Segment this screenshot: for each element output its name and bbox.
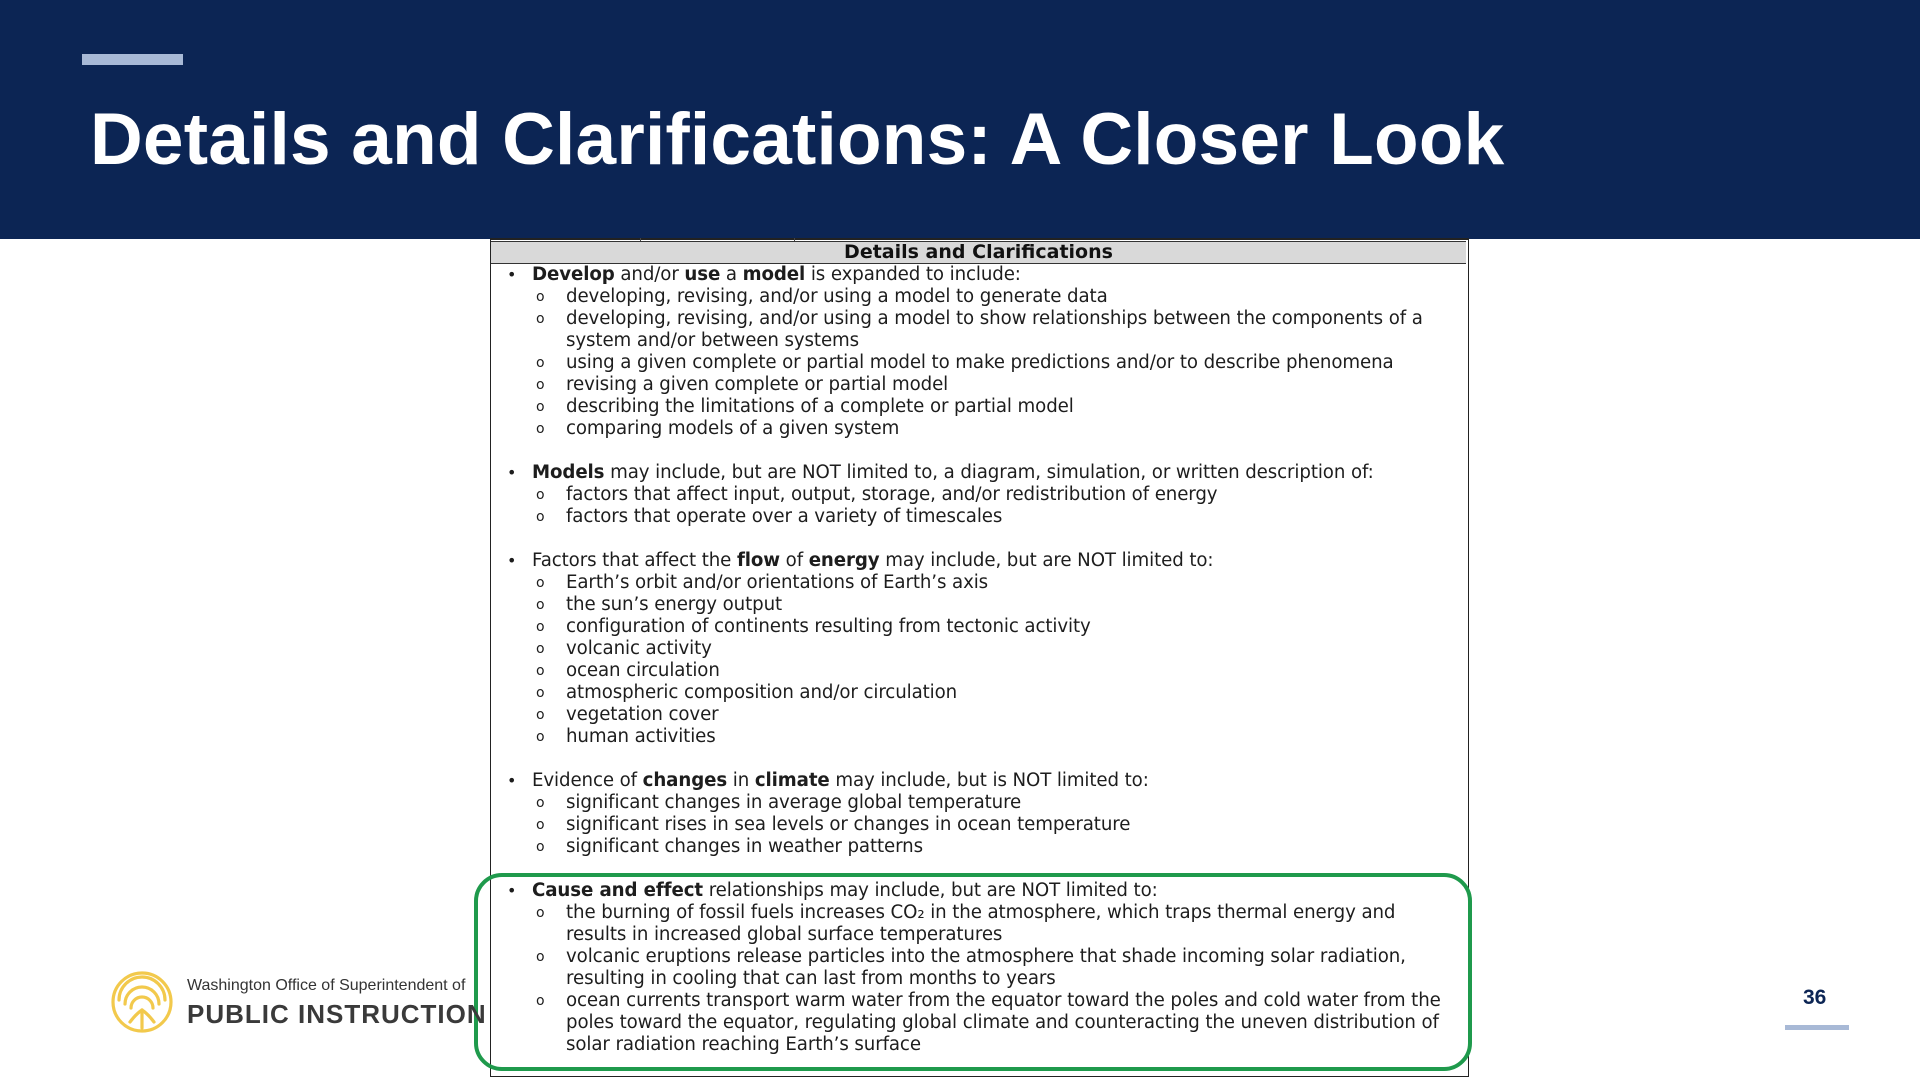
list-item-line: atmospheric composition and/or circulation [566,682,958,703]
sub-bullet-icon: o [536,905,545,921]
bullet-icon: • [507,265,517,284]
sub-bullet-icon: o [536,729,545,745]
section-lead [532,264,1021,286]
sub-bullet-icon: o [536,487,545,503]
bullet-icon: • [507,881,517,900]
sub-bullet-icon: o [536,707,545,723]
sub-bullet-icon: o [536,289,545,305]
sub-bullet-icon: o [536,311,545,327]
list-item-line: volcanic activity [566,638,712,659]
lead-text: model [742,264,806,285]
list-item-line: significant changes in average global temperature [566,792,1022,813]
bullet-icon: • [507,463,517,482]
lead-text: and/or [614,264,685,285]
logo-org-line: Washington Office of Superintendent of [187,977,466,994]
page-number-underline [1785,1025,1849,1030]
list-item-line: solar radiation reaching Earth’s surface [566,1034,921,1055]
lead-text: may include, but are NOT limited to, a diagram, simulation, or written description of: [604,462,1374,483]
lead-text: flow [736,550,780,571]
list-item-line: configuration of continents resulting from tectonic activity [566,616,1091,637]
list-item-line: significant rises in sea levels or changes in ocean temperature [566,814,1131,835]
highlight-box [474,873,1472,1071]
list-item-line: comparing models of a given system [566,418,900,439]
list-item-line: resulting in cooling that can last from months to years [566,968,1056,989]
lead-text: may include, but are NOT limited to: [879,550,1214,571]
sub-bullet-icon: o [536,377,545,393]
ospi-logo-icon [110,970,174,1034]
lead-text: may include, but is NOT limited to: [829,770,1149,791]
list-item-line: describing the limitations of a complete or partial model [566,396,1074,417]
lead-text: changes [642,770,728,791]
list-item-line: human activities [566,726,716,747]
bullet-icon: • [507,551,517,570]
list-item-line: developing, revising, and/or using a model to generate data [566,286,1108,307]
list-item-line: ocean currents transport warm water from the equator toward the poles and cold water from the [566,990,1441,1011]
slide-header [0,0,1920,239]
list-item-line: volcanic eruptions release particles into the atmosphere that shade incoming solar radiation, [566,946,1406,967]
list-item-line: results in increased global surface temperatures [566,924,1003,945]
document-top-border [491,238,1468,240]
section-lead [532,770,1149,792]
lead-text: of [779,550,809,571]
list-item-line: system and/or between systems [566,330,860,351]
list-item-line: vegetation cover [566,704,719,725]
lead-text: Models [532,462,605,483]
section-lead [532,462,1374,484]
sub-bullet-icon: o [536,575,545,591]
list-item-line: Earth’s orbit and/or orientations of Earth’s axis [566,572,989,593]
list-item-line: ocean circulation [566,660,720,681]
sub-bullet-icon: o [536,509,545,525]
sub-bullet-icon: o [536,949,545,965]
accent-bar [82,54,183,65]
list-item-line: using a given complete or partial model to make predictions and/or to describe phenomena [566,352,1394,373]
sub-bullet-icon: o [536,641,545,657]
list-item-line: factors that affect input, output, storage, and/or redistribution of energy [566,484,1218,505]
section-lead [532,550,1213,572]
sub-bullet-icon: o [536,839,545,855]
list-item-line: significant changes in weather patterns [566,836,923,857]
sub-bullet-icon: o [536,817,545,833]
sub-bullet-icon: o [536,355,545,371]
lead-text: Cause and effect [532,880,704,901]
sub-bullet-icon: o [536,685,545,701]
list-item-line: revising a given complete or partial model [566,374,949,395]
list-item-line: developing, revising, and/or using a model to show relationships between the components of a [566,308,1423,329]
lead-text: energy [808,550,880,571]
bullet-icon: • [507,771,517,790]
list-item-line: factors that operate over a variety of timescales [566,506,1003,527]
lead-text: climate [754,770,830,791]
logo-org-name: PUBLIC INSTRUCTION [187,999,487,1029]
sub-bullet-icon: o [536,619,545,635]
list-item-line: the burning of fossil fuels increases CO₂ in the atmosphere, which traps thermal energy and [566,902,1396,923]
lead-text: relationships may include, but are NOT limited to: [703,880,1158,901]
lead-text: use [684,264,721,285]
page-number: 36 [1803,986,1827,1009]
sub-bullet-icon: o [536,993,545,1009]
lead-text: is expanded to include: [805,264,1021,285]
slide-title: Details and Clarifications: A Closer Look [90,99,1505,180]
sub-bullet-icon: o [536,795,545,811]
sub-bullet-icon: o [536,421,545,437]
sub-bullet-icon: o [536,597,545,613]
lead-text: Factors that affect the [532,550,737,571]
lead-text: a [720,264,743,285]
lead-text: Evidence of [532,770,643,791]
lead-text: in [727,770,755,791]
sub-bullet-icon: o [536,663,545,679]
lead-text: Develop [532,264,615,285]
document-header: Details and Clarifications [491,241,1466,264]
sub-bullet-icon: o [536,399,545,415]
list-item-line: the sun’s energy output [566,594,783,615]
list-item-line: poles toward the equator, regulating global climate and counteracting the uneven distribution of [566,1012,1439,1033]
